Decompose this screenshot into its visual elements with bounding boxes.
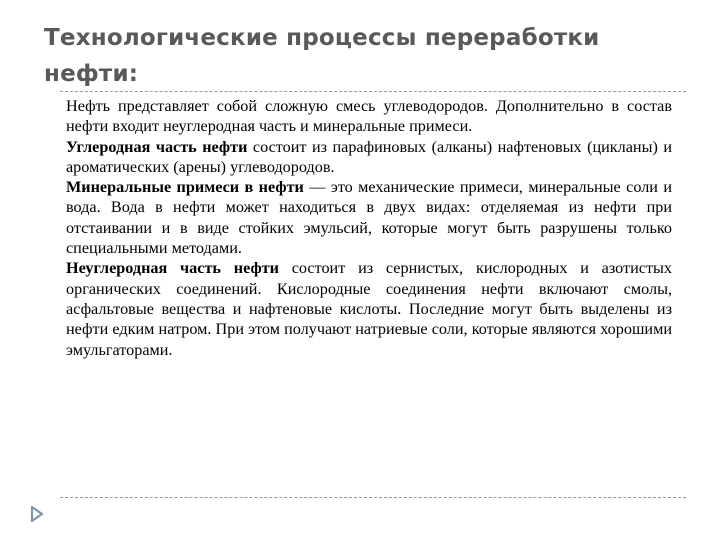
- paragraph-text: Нефть представляет собой сложную смесь углеводородов. Дополнительно в состав нефти входит неуглеродная часть и минеральные примеси.: [66, 97, 672, 136]
- slide-body: [66, 96, 672, 360]
- triangle-right-outline-icon[interactable]: [30, 505, 44, 523]
- paragraph-text: состоит из сернистых, кислородных и азотистых органических соединений. Кислородные соединения нефти включают смолы, асфальтовые вещества и нафтеновые кислоты. Последние могут быть выделены из нефти едким натром. При этом получают натриевые соли, которые являются хорошими эмульгаторами.: [66, 259, 672, 359]
- title-divider: [60, 91, 686, 92]
- term-non-carbon-part: Неуглеродная часть нефти: [66, 259, 279, 278]
- term-mineral-impurities: Минеральные примеси в нефти: [66, 178, 304, 197]
- paragraph-non-carbon-part: [66, 258, 672, 359]
- paragraph-text: состоит из парафиновых (алканы) нафтеновых (цикланы) и ароматических (арены) углеводородов.: [66, 137, 672, 176]
- paragraph-carbon-part: [66, 137, 672, 178]
- paragraph-composition: [66, 96, 672, 137]
- paragraph-text: — это механические примеси, минеральные соли и вода. Вода в нефти может находиться в двух видах: отделяемая из нефти при отстаивании и в виде стойких эмульсий, которые могут быть разрушены только специальными методами.: [66, 178, 673, 258]
- term-carbon-part: Углеродная часть нефти: [66, 137, 248, 156]
- slide-title: Технологические процессы переработки нефти:: [44, 25, 600, 87]
- bottom-divider: [60, 497, 686, 498]
- paragraph-mineral-impurities: [66, 177, 672, 258]
